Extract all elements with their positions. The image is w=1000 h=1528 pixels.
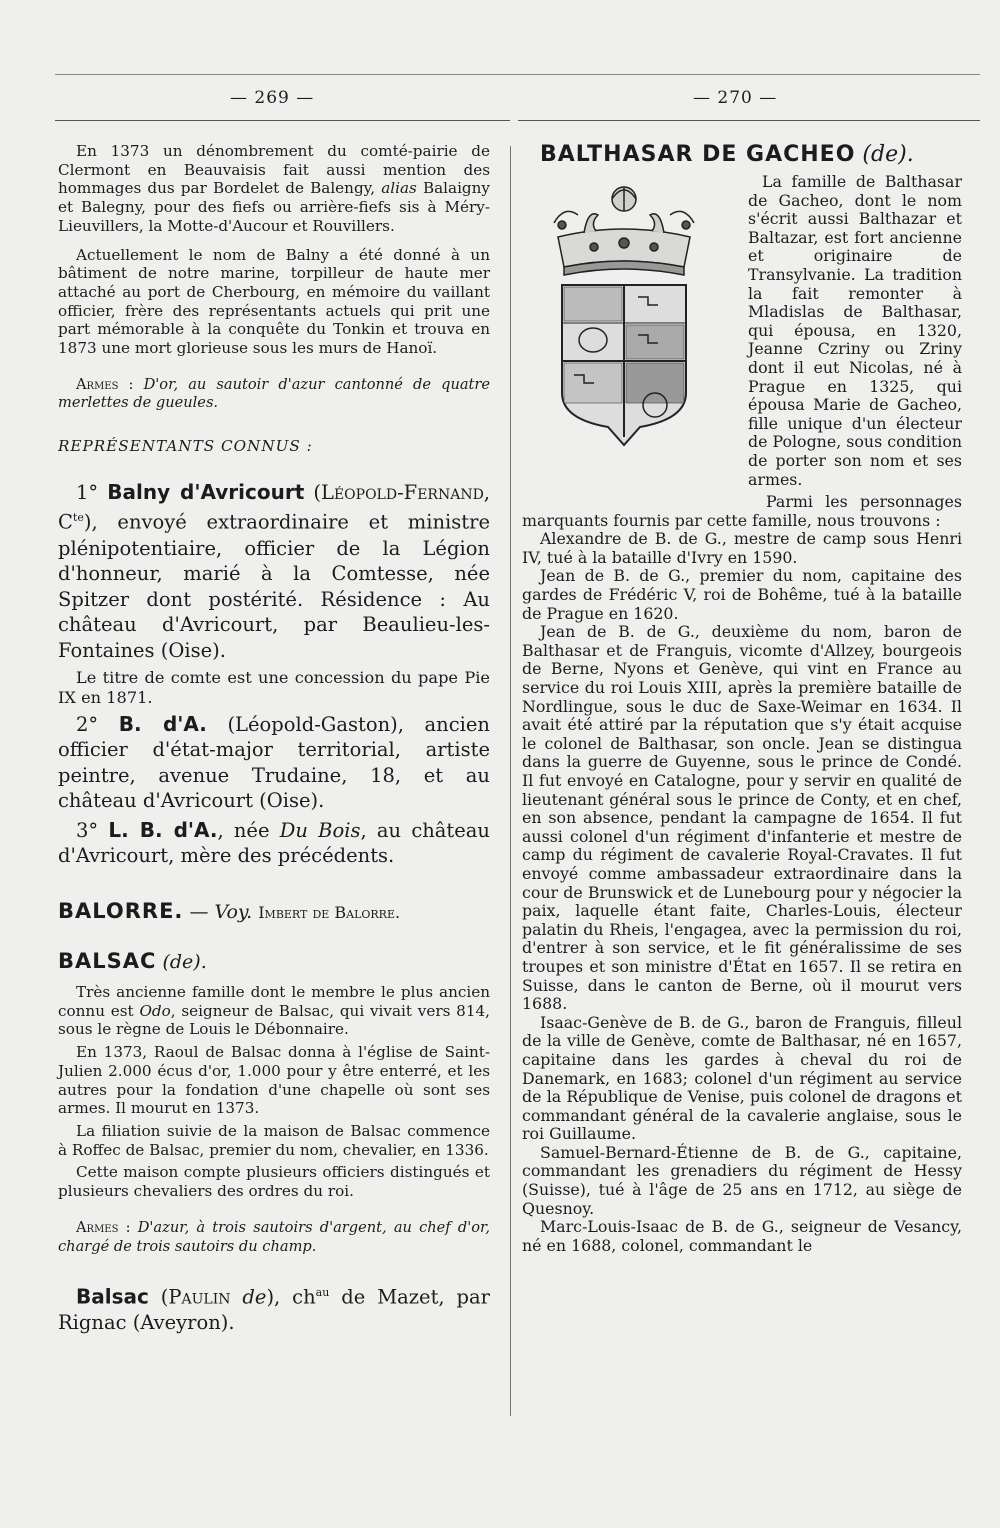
shield-icon	[562, 285, 686, 445]
entry-text: , née	[217, 818, 270, 842]
text-odo: Odo	[139, 1001, 171, 1020]
entry-given-name: (Paulin	[160, 1285, 231, 1309]
entry-number: 1°	[76, 480, 99, 504]
balsac-heading	[58, 949, 490, 973]
entry-italic: Du Bois	[279, 818, 361, 842]
armes-label: Armes :	[76, 375, 134, 393]
entry-text: , au château d'Avricourt, mère des précédents.	[58, 818, 490, 868]
heading-text: BALTHASAR DE GACHEO	[540, 142, 856, 167]
text-alias: alias	[381, 179, 417, 198]
text: Très ancienne famille dont le membre le plus ancien connu est	[58, 983, 490, 1020]
text: , seigneur de Balsac, qui vivait vers 814, sous le règne de Louis le Débonnaire.	[58, 1001, 490, 1039]
balsac-paragraph-3: La filiation suivie de la maison de Balsac commence à Roffec de Balsac, premier du nom, chevalier, en 1336.	[58, 1121, 490, 1159]
paragraph-denombrement	[58, 142, 490, 236]
column-divider	[510, 146, 511, 1416]
armes-balsac	[58, 1219, 490, 1256]
entry-particle: de	[242, 1285, 267, 1309]
right-column	[522, 142, 962, 1255]
balthasar-marc: Marc-Louis-Isaac de B. de G., seigneur de Vesancy, né en 1688, colonel, commandant le	[522, 1217, 962, 1255]
crown-icon	[554, 187, 694, 275]
superscript: au	[315, 1286, 330, 1300]
dash: —	[189, 901, 209, 924]
armes-text: D'azur, à trois sautoirs d'argent, au chef d'or, chargé de trois sautoirs du champ.	[58, 1218, 491, 1255]
entry-number: 3°	[76, 818, 99, 842]
coat-of-arms-image	[544, 175, 704, 447]
entry-name: B. d'A.	[118, 711, 207, 736]
top-rule-right	[518, 120, 980, 121]
superscript: te	[72, 511, 84, 525]
heading-text: BALORRE.	[58, 899, 184, 924]
entry-name: Balsac	[76, 1284, 149, 1309]
voy-text: Voy.	[214, 901, 253, 924]
entry-text: (Léopold-Gaston), ancien officier d'état-major territorial, artiste peintre, avenue Trudaine, 18, et au château d'Avricourt (Oise).	[58, 712, 490, 813]
balsac-paragraph-2: En 1373, Raoul de Balsac donna à l'église de Saint-Julien 2.000 écus d'or, 1.000 pour y être enterré, et les autres pour la fondation d'une chapelle où sont ses armes. Il mourut en 1373.	[58, 1043, 490, 1118]
top-rule-left	[55, 120, 510, 121]
heading-text: BALSAC	[58, 949, 157, 974]
armes-balny	[58, 376, 490, 413]
balthasar-jean-2: Jean de B. de G., deuxième du nom, baron de Balthasar et de Franguis, vicomte d'Allzey, bourgeois de Berne, Nyons et Genève, qui vint en France au service du roi Louis XIII, après la première bataille de Nordlingue, sous le duc de Saxe-Weimar en 1634. Il avait été attiré par la réputation que s'y était acquise le colonel de Balthasar, son oncle. Jean se distingua dans la guerre de Guyenne, sous le prince de Condé. Il fut envoyé en Catalogne, pour y servir en qualité de lieutenant général sous le prince de Conty, et en chef, en son absence, pendant la campagne de 1654. Il fut aussi colonel d'un régiment d'infanterie et mestre de camp du régiment de cavalerie Royal-Cravates. Il fut envoyé comme ambassadeur extraordinaire dans la cour de Brunswick et de Lunebourg pour y négocier la paix, laquelle étant faite, Charles-Louis, électeur palatin du Rheis, l'engagea, avec la permission du roi, d'entrer à son service, et le fit généralissime de ses troupes et son ministre d'État en 1657. Il se retira en Suisse, dans le canton de Berne, où il mourut vers 1688.	[522, 622, 962, 1014]
balthasar-jean-1: Jean de B. de G., premier du nom, capitaine des gardes de Frédéric V, roi de Bohême, tué à la bataille de Prague en 1620.	[522, 566, 962, 623]
text: Balaigny et Balegny, pour des fiefs ou arrière-fiefs sis à Méry-Lieuvillers, la Motte-d'Aucour et Rouvillers.	[58, 179, 491, 235]
balthasar-isaac: Isaac-Genève de B. de G., baron de Franguis, filleul de la ville de Genève, comte de Balthasar, né en 1657, capitaine dans les gardes à cheval du roi de Danemark, en 1683; colonel d'un régiment au service de la République de Venise, puis colonel de dragons et commandant général de la cavalerie anglaise, sous le roi Guillaume.	[522, 1012, 962, 1144]
entry-given-name: (Léopold-Fernand, C	[58, 480, 490, 534]
heading-particle: (de).	[862, 142, 914, 167]
balthasar-parmi: Parmi les personnages marquants fournis par cette famille, nous trouvons :	[522, 492, 962, 530]
balorre-heading	[58, 899, 490, 923]
balthasar-heading	[540, 142, 962, 167]
top-rule-outer	[55, 74, 980, 75]
text: En 1373 un dénombrement du comté-pairie de Clermont en Beauvaisis fait aussi mention des hommages dus par Bordelet de Balengy,	[58, 142, 490, 198]
paragraph-balny-ship: Actuellement le nom de Balny a été donné à un bâtiment de notre marine, torpilleur de haute mer attaché au port de Cherbourg, en mémoire du vaillant officier, frère des représentants actuels qui prit une part mémorable à la conquête du Tonkin et trouva en 1873 une mort glorieuse sous les murs de Hanoï.	[58, 245, 490, 358]
page-number-right: — 270 —	[693, 88, 778, 108]
entry-text: de Mazet, par Rignac (Aveyron).	[58, 1285, 490, 1335]
coat-of-arms	[532, 175, 740, 505]
balthasar-samuel: Samuel-Bernard-Étienne de B. de G., capitaine, commandant les grenadiers du régiment de Hessy (Suisse), tué à l'âge de 25 ans en 1712, au siège de Quesnoy.	[522, 1142, 962, 1218]
balthasar-intro: La famille de Balthasar de Gacheo, dont le nom s'écrit aussi Balthazar et Baltazar, est fort ancienne et originaire de Transylvanie. La tradition la fait remonter à Mladislas de Balthasar, qui épousa, en 1320, Jeanne Czriny ou Zriny dont il eut Nicolas, né à Prague en 1325, qui épousa Marie de Gacheo, fille unique d'un électeur de Pologne, sous condition de porter son nom et ses armes.	[748, 172, 962, 489]
representant-3	[58, 818, 490, 869]
entry-name: Balny d'Avricourt	[107, 479, 305, 504]
text: REPRÉSENTANTS CONNUS :	[58, 437, 313, 456]
cross-reference: Imbert de Balorre.	[258, 903, 401, 923]
entry-number: 2°	[76, 712, 99, 736]
armes-label: Armes :	[76, 1218, 131, 1236]
representant-1	[58, 480, 490, 664]
heading-particle: (de).	[162, 951, 207, 974]
representant-1-note: Le titre de comte est une concession du pape Pie IX en 1871.	[58, 667, 490, 707]
balsac-paragraph-1	[58, 983, 490, 1039]
balsac-paragraph-4: Cette maison compte plusieurs officiers distingués et plusieurs chevaliers des ordres du roi.	[58, 1163, 490, 1201]
entry-text: ), ch	[266, 1285, 316, 1309]
left-column	[58, 142, 490, 1336]
entry-name: L. B. d'A.	[108, 817, 218, 842]
balthasar-alexandre: Alexandre de B. de G., mestre de camp sous Henri IV, tué à la bataille d'Ivry en 1590.	[522, 529, 962, 567]
representant-2	[58, 712, 490, 814]
page-number-left: — 269 —	[230, 88, 315, 108]
armes-text: D'or, au sautoir d'azur cantonné de quatre merlettes de gueules.	[58, 375, 491, 412]
balsac-paulin-entry	[58, 1280, 490, 1336]
entry-text: ), envoyé extraordinaire et ministre plénipotentiaire, officier de la Légion d'honneur, marié à la Comtesse, née Spitzer dont postérité. Résidence : Au château d'Avricourt, par Beaulieu-les-Fontaines (Oise).	[58, 510, 490, 662]
representants-heading	[58, 437, 490, 456]
